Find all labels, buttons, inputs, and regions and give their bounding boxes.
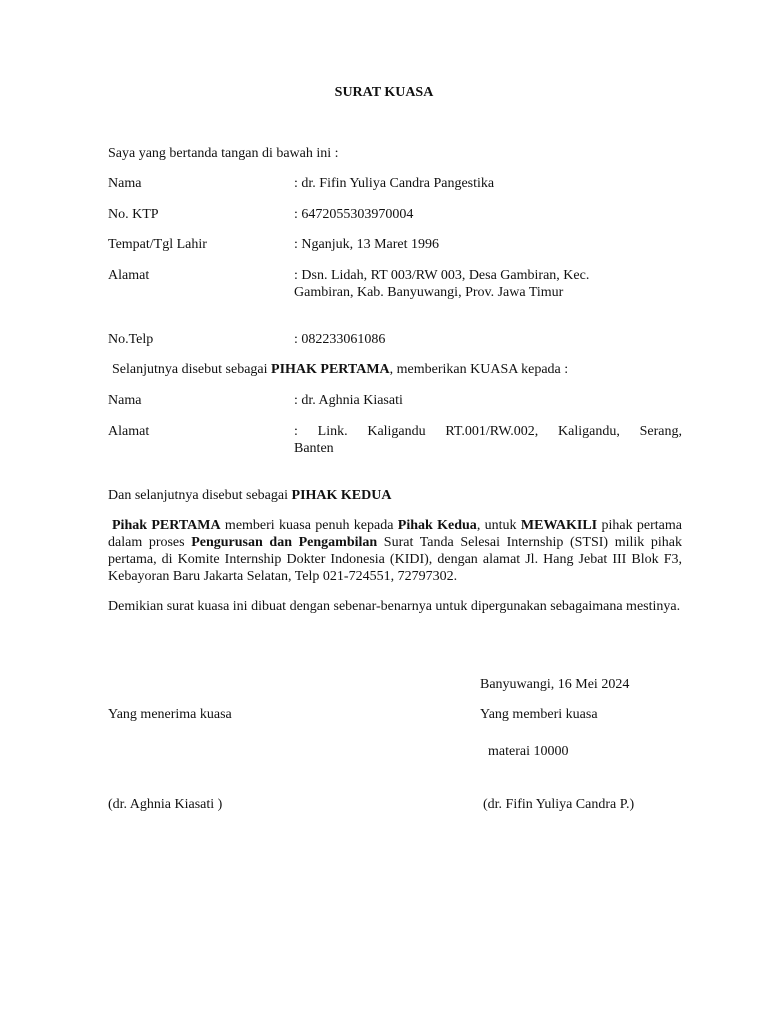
closing-paragraph: Demikian surat kuasa ini dibuat dengan sebenar-benarnya untuk dipergunakan sebagaimana mestinya. — [108, 599, 681, 614]
first-party-transition — [112, 361, 568, 378]
transition1-pre: Selanjutnya disebut sebagai — [112, 362, 272, 377]
second-party-address-label: Alamat — [108, 424, 150, 439]
first-party-birth-label: Tempat/Tgl Lahir — [108, 237, 207, 252]
first-party-address-line2: Gambiran, Kab. Banyuwangi, Prov. Jawa Timur — [294, 285, 564, 300]
giver-label: Yang memberi kuasa — [480, 707, 598, 722]
transition2-pre: Dan selanjutnya disebut sebagai — [108, 488, 292, 503]
stamp-duty-note: materai 10000 — [488, 744, 569, 759]
second-party-address-line2: Banten — [294, 441, 334, 456]
receiver-label: Yang menerima kuasa — [108, 707, 232, 722]
second-party-name-value: : dr. Aghnia Kiasati — [294, 393, 403, 408]
first-party-phone-label: No.Telp — [108, 332, 154, 347]
para-bold-process: Pengurusan dan Pengambilan — [191, 535, 378, 550]
transition1-bold: PIHAK PERTAMA — [271, 362, 390, 377]
first-party-phone-value: : 082233061086 — [294, 332, 386, 347]
second-party-transition — [108, 487, 391, 504]
receiver-name: (dr. Aghnia Kiasati ) — [108, 797, 223, 812]
para-text-4: Surat Tanda Selesai Internship (STSI) milik pihak pertama, di Komite Internship Dokter Indonesia (KIDI), dengan alamat Jl. Hang Jebat III Blok F3, Kebayoran Baru Jakarta Selatan, Telp 021-724551, 72797302. — [108, 535, 682, 584]
authorization-paragraph — [108, 517, 682, 585]
para-bold-first-party: Pihak PERTAMA — [112, 518, 221, 533]
para-text-2: , untuk — [476, 518, 521, 533]
letter-title: SURAT KUASA — [334, 85, 434, 100]
second-party-address-line1: : Link. Kaligandu RT.001/RW.002, Kaligandu, Serang, — [294, 424, 682, 439]
giver-name: (dr. Fifin Yuliya Candra P.) — [483, 797, 635, 812]
para-text-3: pihak pertama dalam proses — [108, 518, 682, 550]
para-text-1: memberi kuasa penuh kepada — [220, 518, 398, 533]
first-party-address-label: Alamat — [108, 268, 150, 283]
para-bold-second-party: Pihak Kedua — [397, 518, 477, 533]
transition1-post: , memberikan KUASA kepada : — [389, 362, 569, 377]
first-party-name-value: : dr. Fifin Yuliya Candra Pangestika — [294, 176, 495, 191]
first-party-name-label: Nama — [108, 176, 142, 191]
place-date: Banyuwangi, 16 Mei 2024 — [480, 677, 630, 692]
first-party-address-line1: : Dsn. Lidah, RT 003/RW 003, Desa Gambiran, Kec. — [294, 268, 590, 283]
first-party-ktp-value: : 6472055303970004 — [294, 207, 414, 222]
para-bold-represent: MEWAKILI — [520, 518, 598, 533]
second-party-name-label: Nama — [108, 393, 142, 408]
transition2-bold: PIHAK KEDUA — [291, 488, 392, 503]
first-party-ktp-label: No. KTP — [108, 207, 159, 222]
first-party-birth-value: : Nganjuk, 13 Maret 1996 — [294, 237, 440, 252]
intro-text: Saya yang bertanda tangan di bawah ini : — [108, 146, 339, 161]
